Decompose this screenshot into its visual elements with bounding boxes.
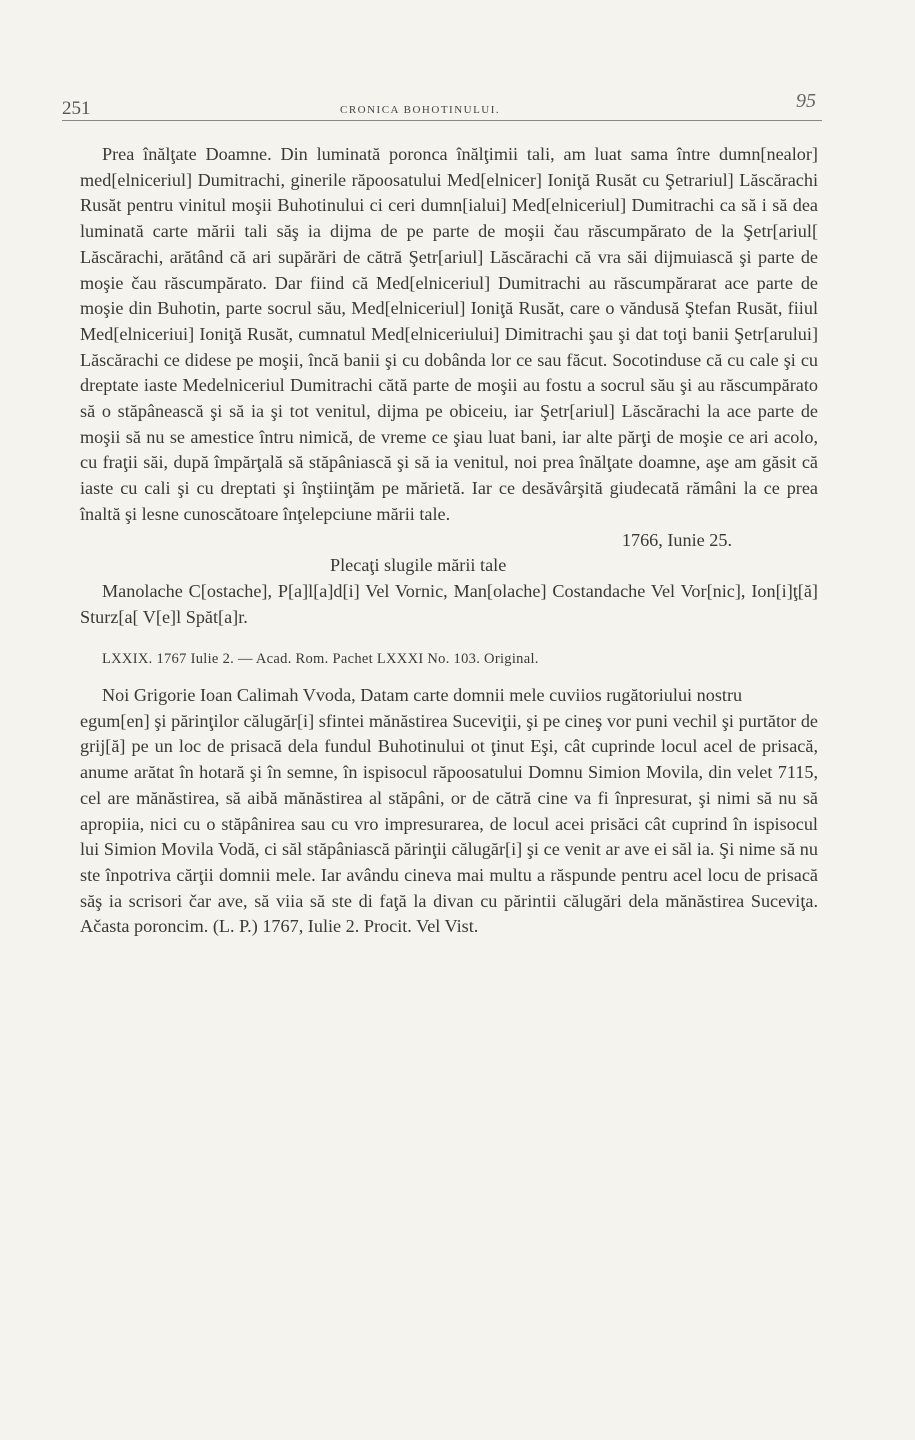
page-number-right: 95 <box>796 90 816 112</box>
header-rule <box>62 120 822 121</box>
running-title: CRONICA BOHOTINULUI. <box>340 104 501 116</box>
document-1-signatories: Manolache C[ostache], P[a]l[a]d[i] Vel Vornic, Man[olache] Costandache Vel Vor[nic], Ion[i]ţ[ă] Sturz[a[ V[e]l Spăt[a]r. <box>80 580 818 627</box>
document-2-opening: Noi Grigorie Ioan Calimah Vvoda, Datam carte domnii mele cuviios rugătoriului nostru <box>102 685 743 706</box>
document-2-text: egum[en] şi părinţilor călugăr[i] sfintei mănăstirea Suceviţii, şi pe cineş vor puni vechil şi purtător de grij[ă] pe un loc de prisacă dela fundul Buhotinului ot ţinut Eşi, cât cuprinde locul acel de prisacă, anume arătat în hotară şi în semne, în ispisocul răpoosatului Domnu Simion Movila, din velet 7115, cel are mănăstirea, să aibă mănăstirea al stăpâni, or de cătră cine va fi înpresurat, şi nimi să nu să apropiia, nici cu o stăpânirea sau cu vro impresurarea, de locul acei prisăci cât cuprind în ispisocul lui Simion Movila Vodă, ci săl stăpâniască părinţii călugăr[i] şi ce venit ar ave ei săl ia. Şi nime să nu ste înpotriva cărţii domnii mele. Iar avându cineva mai multu a răspunde pentru acel locu de prisacă săş ia scrisori čar ave, să viia să ste di faţă la divan cu părintii călugări dela mănăstirea Suceviţa. Ačasta poroncim. (L. P.) 1767, Iulie 2. Procit. Vel Vist. <box>80 710 818 937</box>
page-number-left: 251 <box>62 98 91 119</box>
document-1-date: 1766, Iunie 25. <box>621 529 732 550</box>
document-1-signoff: Plecaţi slugile mării tale <box>330 555 507 576</box>
document-2-title: LXXIX. 1767 Iulie 2. — Acad. Rom. Pachet LXXXI No. 103. Original. <box>102 651 539 668</box>
document-1-date-line <box>80 528 818 554</box>
body-text <box>80 142 818 940</box>
running-header <box>62 90 822 126</box>
document-1-text: Prea înălţate Doamne. Din luminată poronca înălţimii tali, am luat sama între dumn[nealor] med[elniceriul] Dumitrachi, ginerile răpoosatului Med[elnicer] Ioniţă Rusăt cu Şetrariul] Lăscărachi Rusăt pentru vinitul moşii Buhotinului ci ceri dumn[ialui] Med[elniceriul] Dumitrachi ca să i să dea luminată carte mării tali săş ia dijma de pe parte de moşii čau răscumpărato de la Şetr[ariul[ Lăscărachi, arătând că ari supărări de cătră Şetr[ariul] Lăscărachi că vra săi dijmuiască şi parte de moşie čau răscumpărato. Dar fiind că Med[elniceriul] Dumitrachi au răscumpărarat ace parte de moşie din Buhotin, parte socrul său, Med[elniceriul] Ioniţă Rusăt, care o văndusă Ştefan Rusăt, fiiul Med[elniceriui] Ioniţă Rusăt, cumnatul Med[elniceriului] Dimitrachi şau şi dat toţi banii Şetr[arului] Lăscărachi ce didese pe moşii, încă banii şi cu dobânda lor ce sau făcut. Socotinduse că cu cale şi cu dreptate iaste Medelniceriul Dumitrachi cătă parte de moşii au fostu a socrul său şi au răscumpărato să o stăpânească şi să ia şi tot venitul, dijma pe obiceiu, iar Şetr[ariul] Lăscărachi la ace parte de moşii să nu se amestice întru nimică, de vreme ce şiau luat bani, iar alte părţi de moşie ce ari acolo, cu fraţii săi, după împărţală să stăpâniască şi să ia venitul, noi prea înălţate doamne, aşe am găsit că iaste cu cali şi cu dreptati şi înştiinţăm pe mărietă. Iar ce desăvârşită giudecată rămâni la ce prea înaltă şi lesne cunoscătoare înţelepciune mării tale. <box>80 144 818 524</box>
